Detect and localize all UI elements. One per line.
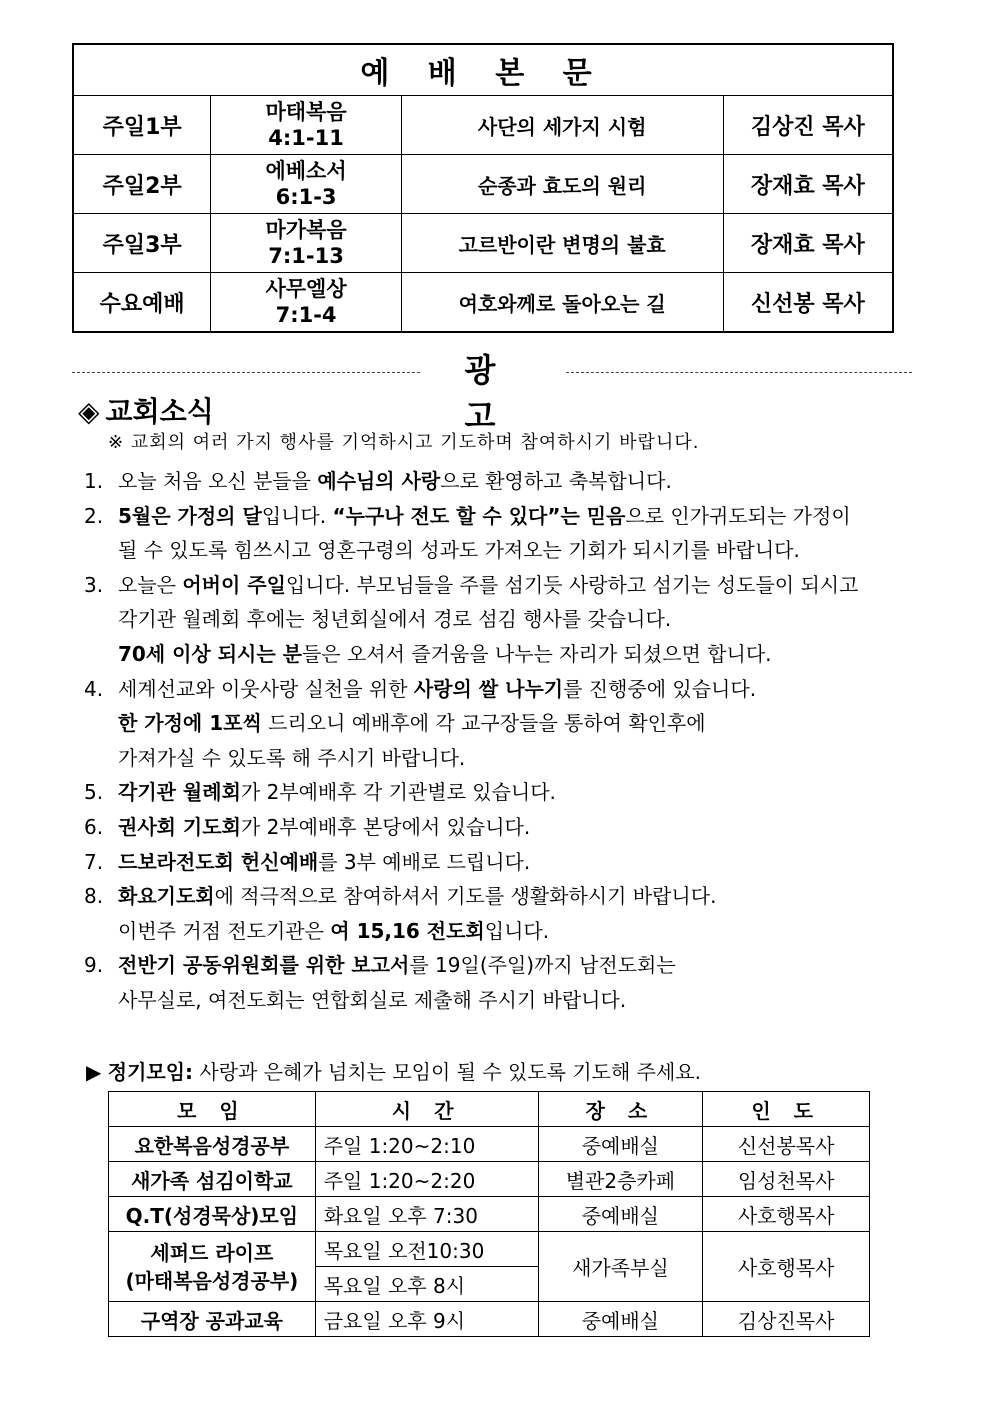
sermon-title: 고르반이란 변명의 불효: [401, 214, 723, 273]
meeting-row: [109, 1232, 870, 1267]
preacher: 장재효 목사: [723, 155, 893, 214]
meeting-name-line: (마태복음성경공부): [125, 1268, 299, 1293]
news-item-line: [84, 464, 964, 499]
news-item-line: [84, 948, 964, 983]
service-name: 수요예배: [73, 273, 211, 333]
meeting-place: 중예배실: [538, 1302, 703, 1337]
meeting-place: 중예배실: [538, 1197, 703, 1232]
news-text: 오늘 처음 오신 분들을: [118, 469, 318, 493]
news-text: 가져가실 수 있도록 해 주시기 바랍니다.: [118, 745, 466, 770]
news-emphasis: 사랑의 쌀 나누기: [413, 676, 564, 701]
sermon-row: [73, 155, 893, 214]
news-item-number: 9.: [84, 953, 104, 978]
news-emphasis: “누구나 전도 할 수 있다”는 믿음: [332, 503, 626, 528]
news-text: 으로 환영하고 축복합니다.: [440, 469, 672, 493]
news-item-number: 5.: [84, 780, 104, 805]
sermon-title: 사단의 세가지 시험: [401, 96, 723, 155]
section-title-text: 교회소식: [105, 395, 214, 428]
news-text: 사무실로, 여전도회는 연합회실로 제출해 주시기 바랍니다.: [118, 987, 627, 1012]
news-text: 세계선교와 이웃사랑 실천을 위한: [118, 676, 414, 701]
news-item-line: [84, 983, 964, 1018]
news-emphasis: 각기관 월례회: [118, 780, 241, 805]
news-item-number: 8.: [84, 884, 104, 909]
sermon-title: 여호와께로 돌아오는 길: [401, 273, 723, 333]
passage: [211, 214, 401, 273]
meeting-leader: 사호행목사: [703, 1197, 870, 1232]
news-item-line: [84, 810, 964, 845]
meeting-leader: 신선봉목사: [703, 1127, 870, 1162]
meeting-leader: 임성천목사: [703, 1162, 870, 1197]
church-news-note: ※ 교회의 여러 가지 행사를 기억하시고 기도하며 참여하시기 바랍니다.: [108, 432, 700, 453]
meeting-time: 주일 1:20~2:10: [315, 1127, 538, 1162]
triangle-icon: ▶: [86, 1060, 102, 1084]
news-item-number: 2.: [84, 503, 104, 528]
news-item-line: [84, 879, 964, 914]
meeting-header-row: [109, 1092, 870, 1127]
news-item-line: [84, 499, 964, 534]
sermon-title: 순종과 효도의 원리: [401, 155, 723, 214]
service-name: 주일1부: [73, 96, 211, 155]
meeting-time: 금요일 오후 9시: [315, 1302, 538, 1337]
news-text: 각기관 월례회 후에는 청년회실에서 경로 섬김 행사를 갖습니다.: [118, 607, 672, 632]
passage-book: 마가복음: [265, 218, 347, 242]
news-text: 를 19일(주일)까지 남전도회는: [409, 953, 676, 978]
column-header: 모 임: [109, 1092, 316, 1127]
column-header: 장 소: [538, 1092, 703, 1127]
news-text: 입니다. 부모님들을 주를 섬기듯 사랑하고 섬기는 성도들이 되시고: [285, 572, 859, 597]
meeting-time: 목요일 오후 8시: [315, 1267, 538, 1302]
meeting-leader: 사호행목사: [703, 1232, 870, 1302]
news-item-number: 7.: [84, 849, 104, 874]
news-text: 를 진행중에 있습니다.: [563, 676, 757, 701]
preacher: 신선봉 목사: [723, 273, 893, 333]
meeting-name: [109, 1232, 316, 1302]
sermon-row: [73, 96, 893, 155]
passage: [211, 96, 401, 155]
news-text: 될 수 있도록 힘쓰시고 영혼구령의 성과도 가져오는 기회가 되시기를 바랍니다.: [118, 538, 800, 563]
news-emphasis: 화요기도회: [118, 884, 215, 909]
preacher: 장재효 목사: [723, 214, 893, 273]
news-text: 가 2부예배후 본당에서 있습니다.: [240, 814, 531, 839]
meeting-place: 새가족부실: [538, 1232, 703, 1302]
news-text: 입니다.: [484, 918, 550, 943]
meeting-name-line: 세퍼드 라이프: [150, 1240, 274, 1265]
news-item-number: 4.: [84, 676, 104, 701]
news-text: 를 3부 예배로 드립니다.: [318, 849, 531, 874]
news-text: 입니다.: [261, 503, 333, 528]
news-item-number: 3.: [84, 572, 104, 597]
news-item-line: [84, 741, 964, 776]
sermon-heading: 예 배 본 문: [73, 44, 893, 96]
meeting-row: [109, 1127, 870, 1162]
diamond-icon: ◈: [78, 395, 100, 428]
meeting-row: [109, 1197, 870, 1232]
column-header: 인 도: [703, 1092, 870, 1127]
news-item-line: [84, 775, 964, 810]
news-emphasis: 여 15,16 전도회: [330, 918, 485, 943]
news-item-line: [84, 706, 964, 741]
news-emphasis: 한 가정에 1포씩: [118, 711, 262, 736]
meeting-table: [108, 1091, 870, 1337]
news-emphasis: 5월은 가정의 달: [118, 503, 262, 528]
passage: [211, 273, 401, 333]
meeting-intro: [86, 1056, 701, 1085]
news-item-line: [84, 914, 964, 949]
news-emphasis: 70세 이상 되시는 분: [118, 641, 302, 666]
news-list: [84, 464, 964, 1018]
meeting-row: [109, 1302, 870, 1337]
meeting-leader: 김상진목사: [703, 1302, 870, 1337]
news-item-line: [84, 637, 964, 672]
meeting-name: Q.T(성경묵상)모임: [109, 1197, 316, 1232]
passage-book: 마태복음: [265, 100, 347, 124]
passage-book: 사무엘상: [265, 277, 347, 301]
news-text: 오늘은: [118, 572, 183, 597]
meeting-row: [109, 1162, 870, 1197]
news-text: 가 2부예배후 각 기관별로 있습니다.: [240, 780, 556, 805]
news-item-line: [84, 568, 964, 603]
ad-heading-title: 광 고: [464, 351, 526, 435]
meeting-name: 새가족 섬김이학교: [109, 1162, 316, 1197]
passage-verse: 7:1-4: [275, 303, 337, 327]
passage-book: 에베소서: [265, 159, 347, 183]
meeting-time: 주일 1:20~2:20: [315, 1162, 538, 1197]
news-emphasis: 드보라전도회 헌신예배: [118, 849, 319, 874]
passage-verse: 6:1-3: [275, 185, 337, 209]
service-name: 주일2부: [73, 155, 211, 214]
news-item-line: [84, 672, 964, 707]
news-text: 드리오니 예배후에 각 교구장들을 통하여 확인후에: [261, 711, 706, 736]
column-header: 시 간: [315, 1092, 538, 1127]
news-emphasis: 전반기 공동위원회를 위한 보고서: [118, 953, 410, 978]
news-item-line: [84, 533, 964, 568]
meeting-name: 요한복음성경공부: [109, 1127, 316, 1162]
meeting-place: 중예배실: [538, 1127, 703, 1162]
news-text: 들은 오셔서 즐거움을 나누는 자리가 되셨으면 합니다.: [301, 641, 772, 666]
sermon-table: [72, 43, 894, 333]
meeting-name: 구역장 공과교육: [109, 1302, 316, 1337]
news-item-number: 6.: [84, 814, 104, 839]
church-news-title: [78, 390, 214, 430]
meeting-intro-label: 정기모임:: [107, 1060, 194, 1084]
passage: [211, 155, 401, 214]
news-emphasis: 예수님의 사랑: [317, 469, 441, 493]
meeting-time: 화요일 오후 7:30: [315, 1197, 538, 1232]
preacher: 김상진 목사: [723, 96, 893, 155]
passage-verse: 7:1-13: [268, 244, 344, 268]
news-text: 으로 인가귀도되는 가정이: [625, 503, 851, 528]
dashed-divider: [566, 372, 912, 373]
news-item-line: [84, 845, 964, 880]
meeting-intro-text: 사랑과 은혜가 넘치는 모임이 될 수 있도록 기도해 주세요.: [193, 1060, 701, 1084]
sermon-row: [73, 273, 893, 333]
news-item-number: 1.: [84, 469, 104, 493]
sermon-row: [73, 214, 893, 273]
service-name: 주일3부: [73, 214, 211, 273]
news-emphasis: 권사회 기도회: [118, 814, 241, 839]
meeting-place: 별관2층카페: [538, 1162, 703, 1197]
dashed-divider: [72, 372, 420, 373]
meeting-time: 목요일 오전10:30: [315, 1232, 538, 1267]
news-text: 에 적극적으로 참여하셔서 기도를 생활화하시기 바랍니다.: [214, 884, 717, 909]
news-item-line: [84, 602, 964, 637]
news-emphasis: 어버이 주일: [182, 572, 286, 597]
passage-verse: 4:1-11: [268, 126, 344, 150]
news-text: 이번주 거점 전도기관은: [118, 918, 331, 943]
